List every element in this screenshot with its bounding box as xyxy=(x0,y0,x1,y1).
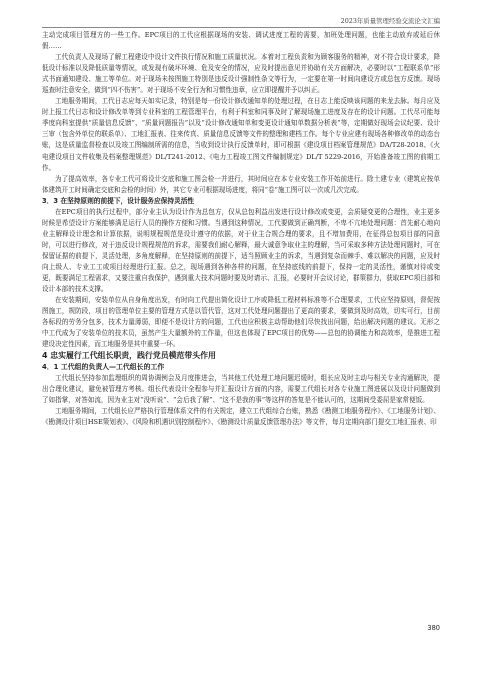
page-body xyxy=(42,30,440,428)
page-number: 380 xyxy=(427,624,440,632)
paragraph: 在EPC项目的执行过程中，部分业主认为设计作为总包方，仅从总包利益出发进行设计修改或变更，会质疑变更的合理性，业主更多时候是希望设计方案能够满足运行人员的操作方便和习惯。当遇到这种情况，工代要做到正确判断，不卑不亢地处理问题：首先耐心地向业主解释设计理念和计算依据，说明规程规范是设计遵守的依据，对于业主合规合理的要求，且不增加费用，在征得总包项目部的同意时，可以进行修改，对于违反设计规程规范的诉求，需要我们耐心解释，最大诚意争取业主的理解，当可采取多种方法处理问题时，可在保留证据的前提下，灵活处理，多角度解释，在坚持原则的前提下，适当照顾业主的诉求，当遇到复杂而棘手、难以解决的问题，应及时向上级人、专业工工或项目经理进行汇报。总之，现场遇到各种各样的问题，在坚持底线的前提下，保持一定的灵活性，谨慎对待或变更，既要满足工程需求，又要注重自我保护，遇到重大技术问题时要及时请示、汇报，必要时开会议讨论，群策群力，获取EPC项目部和设计本部的技术支撑。 xyxy=(42,207,440,294)
header-rule xyxy=(42,27,440,28)
section-heading-3-3: 3．3 在坚持原则的前提下，设计服务应保持灵活性 xyxy=(42,196,195,205)
paragraph: 为了提高效率，各专业工代可将设计交底和施工图会检一并进行，其时间应在本专业安装工作开始前进行。除土建专业（建筑应按单体建筑开工时间确定交底和会检的时间）外，其它专业可根据现场进度，将同“卷”施工图可以一次或几次完成。 xyxy=(42,174,440,194)
paragraph: 工地服务期间，工代组长应严格执行管理体系文件的有关规定，建立工代组综合台账，熟悉《勘测工地服务程序》、《工地服务计划》、《勘测设计项目HSE策划表》、《风险和机遇识别控制程序》、《勘测设计质量反馈管理办法》等文件，每月定期向部门提交工地汇报表、印 xyxy=(42,407,440,427)
paragraph: 主动完成项目管理方的一些工作。EPC项目的工代应根据现场的安装、调试进度工程的需要，加班处理问题，也能主动放弃或延后休假…… xyxy=(42,31,440,51)
paragraph: 工代组长坚持参加监理组织的周协调例会及月度推进会，当其他工代处理工地问题迟缓时，组长应及时主动与相关专业沟通解决，提出合理化建议，避免被管理方考核。组长代表设计全程参与并汇报设计方面的内容，需要工代组长对各专业施工图进展以及设计问题做到了如指掌，对答如流，因为业主对“没听说”、“会后我了解”、“这不是我的事”等这样的答复是不能认可的，这期间受委屈是家常便饭。 xyxy=(42,374,440,405)
section-heading-4: 4 忠实履行工代组长职责，践行党员模范带头作用 xyxy=(42,351,216,361)
paragraph: 工代负责人及现场了解工程建设中设计文件执行情况和施工质量状况。本着对工程负责和为顾客服务的精神，对不符合设计要求，降低设计标准以及降低质量等情况，或发现有破坏环境、危及安全的情况，应及时提出意见并协助有关方面解决，必要时以“工程联系单”形式书面通知建设、施工等单位。对于现场未按图施工特别是违反设计强制性条文等行为，一定要在第一时间向建设方或总包方反馈。现场巡查时注意安全，做到“四不伤害”。对于现场不安全行为和习惯性违章，应立即提醒并予以纠正。 xyxy=(42,53,440,95)
paragraph: 在安装期间，安装单位从自身角度出发，有时向工代提出简化设计工序或降低工程材料标准等不合理要求，工代应坚持原则，督促按图施工，规防段，项目的管理单位主要的管理方式是以管代管，这对工代处理问题提出了更高的要求，要做到及时高效，切实可行，目前各标段的劳务分包多，技术力量薄弱，即便不是设计方的问题，工代也应积极主动帮助他们尽快找出问题，给出解决问题的建议。无形之中工代成为了安装单位的技术员，虽然产生大量额外的工作量，但这也体现了EPC项目的优势——总包的协调能力和高效率，是推进工程建设决定性因素，而工地服务是其中重要一环。 xyxy=(42,296,440,349)
running-header: 2023年质量管理经验交流论文汇编 xyxy=(340,17,440,25)
section-heading-4-1: 4．1 工代组的负责人—工代组长的工作 xyxy=(42,362,165,371)
paragraph: 工地服务期间，工代日志应每天如实记录，特别是每一份设计修改通知单的处理过程，在日志上能反映该问题的来龙去脉。每月应及时上报工代日志和设计修改单等到专业科室的工程管理平台，有利于科室和同事及时了解现场施工进度及存在的设计问题。工代尽可能每季度向科室提供“质量信息反馈”、“质量问题报告”以及“设计修改通知单和变更设计通知单数据分析表”等，定期做好现场会议纪要、设计三审（包含外单位的联系单）、工地汇报表、往来传真、质量信息反馈等文件的整理和建档工作。每个专业应建有现场各种修改单的动态台账，这是质量监督检查以及竣工图编制所需的信息，当收到设计执行反馈单时，即可根据《建设项目档案管理规范》DA/T28-2018、《火电建设项目文件收集及档案整理规范》DL/T241-2012、《电力工程竣工图文件编制规定》DL/T 5229-2016，开始准备竣工图的前期工作。 xyxy=(42,97,440,172)
